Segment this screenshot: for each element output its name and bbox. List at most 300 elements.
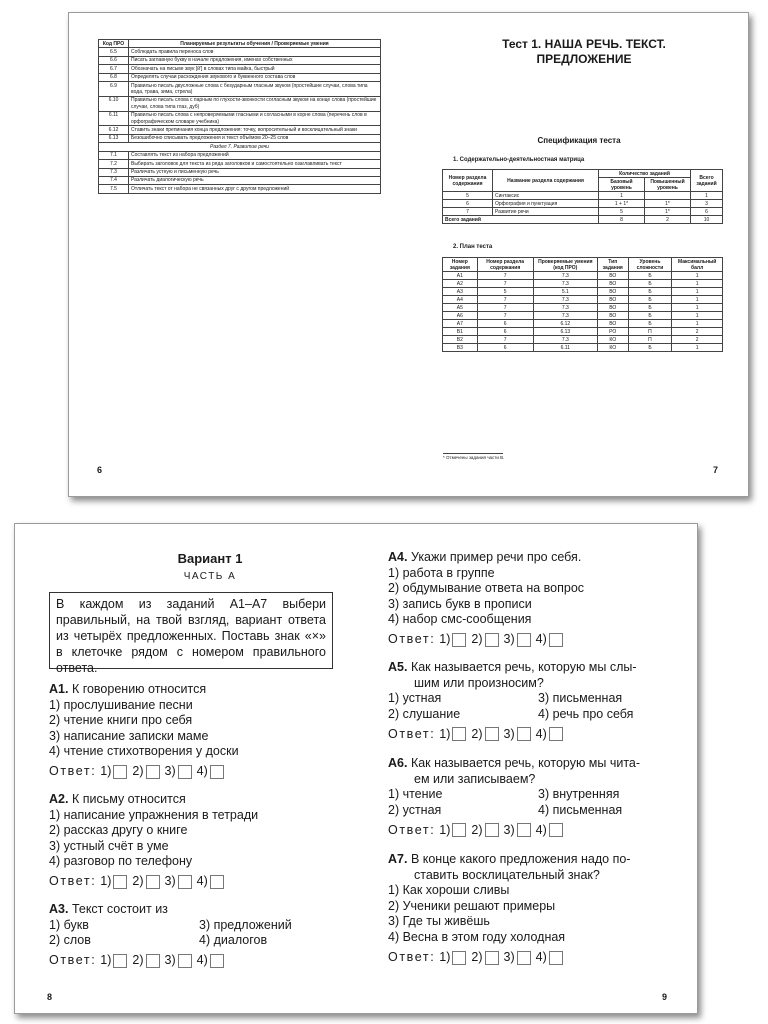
option-a6-2: 2) устная [388,802,442,817]
outcome-skill: Различать диалогическую речь [129,176,381,184]
matrix-section-name: Синтаксис [493,192,599,200]
outcome-row [99,48,381,56]
question-a2-options [49,808,258,870]
plan-skill-code: 7.3 [533,304,597,312]
outcome-skill: Определять случаи расхождения звукового и буквенного состава слов [129,73,381,81]
answer-option-a5-4 [536,727,566,743]
answer-option-a2-4 [197,874,227,890]
outcome-skill: Различать устную и письменную речь [129,168,381,176]
plan-row [443,312,723,320]
answer-label: Ответ: [49,764,97,779]
answer-option-a6-4 [536,823,566,839]
question-a1-text: К говорению относится [71,682,207,696]
plan-task-type: ВО [597,280,628,288]
answer-option-number: 4) [535,949,547,964]
outcome-skill: Отличать текст от набора не связанных друг с другом предложений [129,185,381,193]
outcome-row [99,168,381,176]
outcome-row [99,176,381,184]
plan-task-number: А3 [443,288,478,296]
plan-difficulty: Б [628,280,672,288]
plan-difficulty: Б [628,272,672,280]
plan-task-type: ВО [597,272,628,280]
option-a2-1: 1) написание упражнения в тетради [49,807,259,822]
plan-task-number: В2 [443,336,478,344]
answer-checkbox[interactable] [178,765,192,779]
answer-option-number: 3) [503,822,515,837]
option-a3-4: 4) диалогов [199,933,268,948]
question-a3 [49,902,349,969]
plan-max-score: 1 [672,344,723,352]
question-a3-prompt [49,902,349,918]
outcome-code: 6.9 [99,82,129,97]
question-a2-prompt [49,792,258,808]
question-a7-text-line-2: ставить восклицательный знак? [414,867,600,882]
answer-label: Ответ: [388,949,436,964]
plan-row [443,296,723,304]
plan-task-type: ВО [597,304,628,312]
plan-task-type: КО [597,344,628,352]
matrix-basic-count: 1 [599,192,645,200]
plan-difficulty: Б [628,320,672,328]
answer-option-a5-1 [439,727,469,743]
answer-row-a6 [388,822,688,838]
plan-row [443,288,723,296]
answer-option-number: 4) [535,822,547,837]
plan-row [443,344,723,352]
option-a4-2: 2) обдумывание ответа на вопрос [388,581,585,596]
outcome-code: 6.11 [99,111,129,126]
answer-checkbox[interactable] [113,765,127,779]
plan-section-number: 7 [477,336,533,344]
answer-checkbox[interactable] [517,823,531,837]
answer-option-a3-3 [165,953,195,969]
answer-option-a4-4 [536,632,566,648]
plan-section-number: 5 [477,288,533,296]
matrix-header-advanced: Повышенный уровень [645,178,691,192]
option-a6-3: 3) внутренняя [538,787,620,802]
answer-option-number: 4) [535,632,547,647]
option-a5-4: 4) речь про себя [538,706,634,721]
matrix-title: 1. Содержательно-деятельностная матрица [453,157,585,163]
answer-option-a6-2 [471,823,501,839]
plan-skill-code-header: Проверяемые умения (код ПРО) [533,258,597,272]
answer-option-number: 2) [132,764,144,779]
question-a5 [388,660,688,742]
outcome-skill: Составлять текст из набора предложений [129,151,381,159]
option-a7-3: 3) Где ты живёшь [388,914,490,929]
answer-checkbox[interactable] [485,633,499,647]
answer-option-a1-4 [197,764,227,780]
answer-option-number: 2) [132,952,144,967]
answer-checkbox[interactable] [210,875,224,889]
answer-checkbox[interactable] [452,823,466,837]
answer-checkbox[interactable] [113,954,127,968]
matrix-total-basic: 8 [599,216,645,224]
plan-difficulty: Б [628,344,672,352]
answer-label: Ответ: [388,822,436,837]
outcome-code: 7.5 [99,185,129,193]
answer-option-a6-1 [439,823,469,839]
option-a2-3: 3) устный счёт в уме [49,838,169,853]
plan-task-number: А6 [443,312,478,320]
answer-option-a7-2 [471,950,501,966]
plan-section-number: 7 [477,280,533,288]
book-spread-pages-6-7 [68,12,749,497]
answer-option-a4-1 [439,632,469,648]
matrix-header-number: Номер раздела содержания [443,170,493,192]
question-a4-options [388,566,584,628]
plan-max-score: 1 [672,320,723,328]
matrix-section-number: 6 [443,200,493,208]
option-a1-2: 2) чтение книги про себя [49,713,193,728]
question-a7-number: А7. [388,852,408,866]
plan-max-score: 1 [672,272,723,280]
plan-max-score: 1 [672,288,723,296]
outcome-code: 7.3 [99,168,129,176]
plan-task-number: А4 [443,296,478,304]
plan-skill-code: 5.1 [533,288,597,296]
answer-checkbox[interactable] [178,875,192,889]
plan-difficulty: Б [628,288,672,296]
plan-task-number: В1 [443,328,478,336]
matrix-total-count: 1 [691,192,723,200]
question-a1 [49,682,239,780]
footnote: * Отмечены задания части В. [443,455,505,460]
question-a3-options [49,918,349,949]
question-a5-number: А5. [388,660,408,674]
answer-option-a1-1 [100,764,130,780]
matrix-total-count: 3 [691,200,723,208]
answer-checkbox[interactable] [517,951,531,965]
matrix-section-number: 5 [443,192,493,200]
answer-option-number: 1) [100,952,112,967]
option-a1-3: 3) написание записки маме [49,728,209,743]
answer-option-a2-3 [165,874,195,890]
option-a7-2: 2) Ученики решают примеры [388,898,556,913]
question-a4 [388,550,584,648]
answer-option-number: 4) [196,952,208,967]
option-a4-3: 3) запись букв в прописи [388,596,532,611]
answer-row-a2 [49,874,258,890]
answer-checkbox[interactable] [452,727,466,741]
test-title [469,37,699,67]
answer-checkbox[interactable] [113,875,127,889]
question-a2 [49,792,258,890]
answer-option-number: 1) [439,822,451,837]
answer-option-number: 1) [439,949,451,964]
plan-task-number: В3 [443,344,478,352]
answer-option-number: 4) [535,726,547,741]
plan-row [443,272,723,280]
answer-checkbox[interactable] [549,823,563,837]
test-plan-table [442,257,723,352]
instruction-box: В каждом из заданий А1–А7 выбери правильный, на твой взгляд, вариант ответа из четырёх предложенных. Поставь знак «×» в клеточке рядом с номером правильного ответа. [49,592,333,669]
outcome-skill: Безошибочно списывать предложения и текст объёмом 20–25 слов [129,134,381,142]
plan-skill-code: 7.3 [533,272,597,280]
plan-section-number: 6 [477,344,533,352]
question-a1-options [49,698,239,760]
matrix-total-all: 10 [691,216,723,224]
outcome-code: 6.13 [99,134,129,142]
question-a5-prompt [388,660,688,691]
outcome-skill: Писать заглавную букву в начале предложения, именах собственных [129,56,381,64]
matrix-section-number: 7 [443,208,493,216]
plan-header-row [443,258,723,272]
answer-checkbox[interactable] [452,633,466,647]
outcome-row [99,65,381,73]
answer-checkbox[interactable] [452,951,466,965]
question-a5-text-line-2: шим или произносим? [414,675,544,690]
outcome-skill: Ставить знаки препинания конца предложения: точку, вопросительный и восклицательный знаки [129,126,381,134]
answer-option-number: 3) [164,952,176,967]
answer-checkbox[interactable] [146,765,160,779]
answer-option-a4-3 [504,632,534,648]
plan-max-score: 2 [672,336,723,344]
outcome-code: 6.10 [99,96,129,111]
outcomes-table-body [99,48,381,193]
plan-skill-code: 7.3 [533,296,597,304]
answer-option-number: 1) [100,764,112,779]
question-a3-number: А3. [49,902,69,916]
plan-max-score: 1 [672,304,723,312]
matrix-advanced-count: 1* [645,208,691,216]
plan-task-number: А1 [443,272,478,280]
matrix-header-name: Название раздела содержания [493,170,599,192]
answer-option-a3-4 [197,953,227,969]
option-a6-4: 4) письменная [538,802,623,817]
answer-checkbox[interactable] [517,633,531,647]
plan-row [443,320,723,328]
plan-difficulty-header: Уровень сложности [628,258,672,272]
outcome-row [99,111,381,126]
answer-checkbox[interactable] [210,954,224,968]
plan-task-type: ВО [597,312,628,320]
plan-task-type: РО [597,328,628,336]
plan-task-number-header: Номер задания [443,258,478,272]
plan-row [443,304,723,312]
plan-task-type: ВО [597,288,628,296]
outcome-skill: Обозначать на письме звук [й'] в словах типа майка, быстрый [129,65,381,73]
option-a3-1: 1) букв [49,917,89,932]
answer-label: Ответ: [49,874,97,889]
question-a7-options [388,883,630,945]
answer-row-a7 [388,950,630,966]
plan-max-score: 1 [672,296,723,304]
answer-option-a1-2 [132,764,162,780]
answer-option-a2-1 [100,874,130,890]
outcome-code: 7.2 [99,160,129,168]
specification-title: Спецификация теста [537,136,621,145]
question-a1-prompt [49,682,239,698]
outcome-row [99,126,381,134]
book-spread-pages-8-9 [14,523,698,1014]
page-number-8: 8 [47,992,53,1002]
answer-label: Ответ: [49,952,97,967]
test-title-line-1: Тест 1. НАША РЕЧЬ. ТЕКСТ. [502,37,666,51]
answer-option-a3-2 [132,953,162,969]
plan-section-number: 7 [477,296,533,304]
plan-task-number: А5 [443,304,478,312]
outcome-row [99,143,381,151]
matrix-basic-count: 1 + 1* [599,200,645,208]
answer-checkbox[interactable] [146,875,160,889]
plan-max-score: 2 [672,328,723,336]
answer-checkbox[interactable] [178,954,192,968]
answer-checkbox[interactable] [485,823,499,837]
question-a6-number: А6. [388,756,408,770]
plan-row [443,336,723,344]
answer-checkbox[interactable] [517,727,531,741]
plan-difficulty: Б [628,312,672,320]
outcome-row [99,160,381,168]
matrix-row [443,192,723,200]
question-a5-options [388,691,688,722]
plan-difficulty: Б [628,296,672,304]
question-a6 [388,756,688,838]
page-number-9: 9 [662,992,668,1002]
answer-checkbox[interactable] [485,727,499,741]
outcome-skill: Правильно писать слова с непроверяемыми гласными и согласными в корне слова (перечень слов в орфографическом словаре учебника) [129,111,381,126]
plan-max-score-header: Максимальный балл [672,258,723,272]
question-a1-number: А1. [49,682,69,696]
outcome-code: 7.4 [99,176,129,184]
test-title-line-2: ПРЕДЛОЖЕНИЕ [536,52,632,66]
matrix-total-count: 6 [691,208,723,216]
plan-section-number: 6 [477,320,533,328]
matrix-header-total: Всего заданий [691,170,723,192]
answer-option-number: 4) [196,874,208,889]
outcome-skill: Правильно писать слова с парным по глухости-звонкости согласным звуком на конце слова (простейшие случаи, слова типа глаз, дуб) [129,96,381,111]
page-number-6: 6 [97,465,103,475]
answer-checkbox[interactable] [485,951,499,965]
outcome-code: 6.6 [99,56,129,64]
answer-option-number: 3) [503,949,515,964]
option-a5-2: 2) слушание [388,706,461,721]
page-number-7: 7 [713,465,719,475]
answer-option-a2-2 [132,874,162,890]
plan-section-number: 6 [477,328,533,336]
plan-difficulty: Б [628,304,672,312]
answer-option-number: 1) [439,726,451,741]
option-a4-4: 4) набор смс-сообщения [388,612,532,627]
outcome-code: 6.8 [99,73,129,81]
outcome-skill: Соблюдать правила переноса слов [129,48,381,56]
plan-skill-code: 7.3 [533,312,597,320]
outcome-code: 6.12 [99,126,129,134]
question-a7-prompt [388,852,630,883]
outcome-row [99,73,381,81]
answer-checkbox[interactable] [549,727,563,741]
question-a7 [388,852,630,966]
answer-checkbox[interactable] [549,633,563,647]
matrix-header-basic: Базовый уровень [599,178,645,192]
matrix-row [443,200,723,208]
matrix-total-row [443,216,723,224]
plan-row [443,328,723,336]
outcome-section-heading: Раздел 7. Развитие речи [99,143,381,151]
plan-skill-code: 6.12 [533,320,597,328]
plan-skill-code: 6.11 [533,344,597,352]
answer-row-a5 [388,726,688,742]
plan-task-type: КО [597,336,628,344]
outcome-code: 6.7 [99,65,129,73]
option-a5-1: 1) устная [388,691,442,706]
answer-label: Ответ: [388,726,436,741]
plan-section-number-header: Номер раздела содержания [477,258,533,272]
option-a5-3: 3) письменная [538,691,623,706]
outcome-skill: Выбирать заголовок для текста из ряда заголовков и самостоятельно озаглавливать текст [129,160,381,168]
answer-row-a4 [388,632,584,648]
answer-option-a7-4 [536,950,566,966]
option-a7-4: 4) Весна в этом году холодная [388,929,566,944]
question-a6-text-line-1: Как называется речь, которую мы чита- [410,756,641,770]
content-matrix-table [442,169,723,224]
plan-task-type: ВО [597,320,628,328]
answer-option-number: 2) [471,726,483,741]
answer-checkbox[interactable] [549,951,563,965]
answer-checkbox[interactable] [146,954,160,968]
answer-option-number: 3) [503,632,515,647]
answer-option-a7-1 [439,950,469,966]
answer-option-a3-1 [100,953,130,969]
plan-task-number: А2 [443,280,478,288]
plan-section-number: 7 [477,272,533,280]
matrix-table-body [443,192,723,216]
answer-option-a7-3 [504,950,534,966]
outcome-row [99,96,381,111]
option-a4-1: 1) работа в группе [388,565,495,580]
answer-option-number: 1) [100,874,112,889]
plan-section-number: 7 [477,312,533,320]
option-a3-3: 3) предложений [199,917,292,932]
answer-checkbox[interactable] [210,765,224,779]
matrix-row [443,208,723,216]
outcome-row [99,56,381,64]
part-label: ЧАСТЬ А [183,571,237,582]
outcome-row [99,185,381,193]
outcomes-header-code: Код ПРО [99,40,129,48]
question-a4-number: А4. [388,550,408,564]
outcomes-header-skills: Планируемые результаты обучения / Проверяемые умения [129,40,381,48]
outcome-row [99,82,381,97]
option-a2-4: 4) разговор по телефону [49,854,193,869]
answer-option-number: 4) [196,764,208,779]
variant-title: Вариант 1 [177,551,243,566]
matrix-total-advanced: 2 [645,216,691,224]
question-a4-text: Укажи пример речи про себя. [410,550,582,564]
outcome-code: 6.5 [99,48,129,56]
answer-option-a4-2 [471,632,501,648]
matrix-section-name: Орфография и пунктуация [493,200,599,208]
option-a2-2: 2) рассказ другу о книге [49,823,188,838]
outcome-row [99,151,381,159]
plan-task-type-header: Тип задания [597,258,628,272]
option-a3-2: 2) слов [49,933,91,948]
answer-option-number: 2) [471,822,483,837]
answer-row-a1 [49,764,239,780]
plan-skill-code: 7.3 [533,280,597,288]
plan-table-body [443,272,723,352]
answer-option-a6-3 [504,823,534,839]
matrix-basic-count: 5 [599,208,645,216]
matrix-section-name: Развитие речи [493,208,599,216]
plan-difficulty: П [628,336,672,344]
matrix-header-count: Количество заданий [599,170,691,178]
option-a1-1: 1) прослушивание песни [49,697,193,712]
matrix-advanced-count: 1* [645,200,691,208]
option-a6-1: 1) чтение [388,787,443,802]
answer-option-number: 3) [164,874,176,889]
